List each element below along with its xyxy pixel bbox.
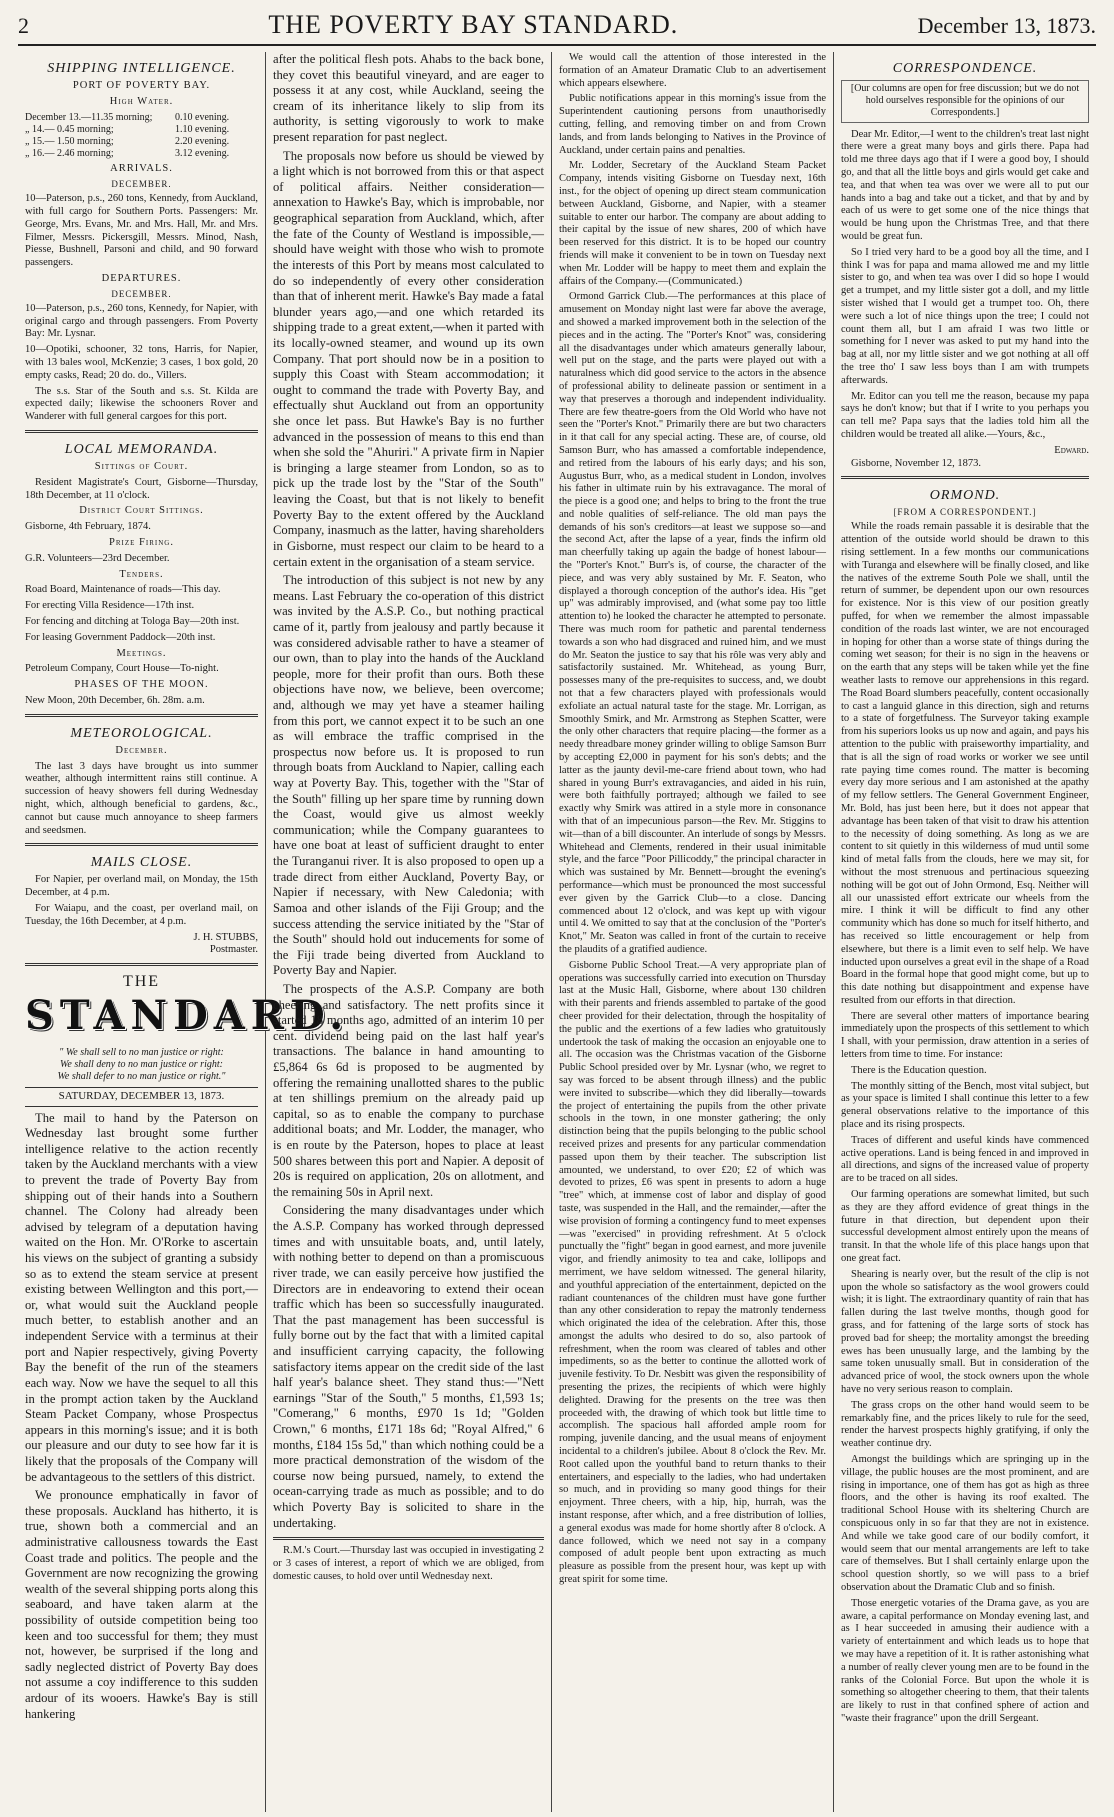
editorial-paragraph: The mail to hand by the Paterson on Wednesday last brought some further intelligence relative to the action recently taken by the Auckland merchants with a view to prevent the trade of Poverty Bay from shipping out of their hands into a Southern channel. The Colony had already been advised by telegram of a deputation having waited on the Hon. Mr. O'Rorke to ascertain his views on the subject of granting a subsidy so as to extend the steam service at present existing between Wellington and this port,—or, what would suit the Auckland people much better, to establish another and an independent Service with a terminus at their port and Napier respectively, giving Poverty Bay the benefit of the run of the steamers each way. Now we have the sequel to all this in the prompt action taken by the Auckland Steam Packet Company, whose Prospectus appears in this morning's issue; and it is both our pleasure and our duty to see how far it is likely that the proposals of the Company will be advantageous to the settlers of this district. xyxy=(25,1110,258,1484)
correspondence-disclaimer: [Our columns are open for free discussion; but we do not hold ourselves responsible for the opinions of our Correspondents.] xyxy=(841,80,1089,123)
district-court-text: Gisborne, 4th February, 1874. xyxy=(25,521,151,533)
local-memoranda-heading: LOCAL MEMORANDA. xyxy=(64,441,219,457)
motto-line: We shall deny to no man justice or right: xyxy=(60,1058,223,1070)
divider xyxy=(841,476,1089,479)
divider xyxy=(25,714,258,717)
ormond-paragraph: The monthly sitting of the Bench, most vital subject, but as your space is limited I shall continue this letter to a few general observations relative to the importance of this place and its rising prospects. xyxy=(841,1080,1089,1131)
column-4 xyxy=(834,52,1096,1812)
shipping-heading: SHIPPING INTELLIGENCE. xyxy=(47,61,236,76)
divider xyxy=(25,843,258,846)
ormond-paragraph: There is the Education question. xyxy=(851,1064,987,1076)
ormond-paragraph: While the roads remain passable it is desirable that the attention of the outside world should be drawn to this rising settlement. In a few months our communications with Turanga and elsewhere will be finally closed, and like the natives of the extreme South Pole we shall, until the return of summer, be dependent upon our own resources for existence. Nor is this view of our position greatly puffed, for when we remember the almost impassable condition of the roads last winter, we are not encouraged in hoping for other than a worse state of things during the coming wet season; for their is no sign in the heavens or on the earth that any steps will be taken while yet the fine weather lasts to remove our apprehensions in this regard. The Road Board slumbers peacefully, content occasionally to cast a languid glance in this direction, sigh and returns to a state of forgetfulness. The Surveyor taking example from his superiors looks us up now and again, and pays his attention to the public with praiseworthy impartiality, and that is all the sign of road works or worker we see until rate paying time comes round. The matter is becoming every day more serious and I am astonished at the apathy of my fellow settlers. The General Government Engineer, Mr. Bold, has just been here, but it does not appear that advantage has been taken of that visit to draw his attention to the necessity of doing something. As long as we are content to sit quietly in this wilderness of mud until some kind of metal falls from the clouds, here we may sit, for without the most strenuous and pertinacious squeezing nothing will be got out of John Ormond, Esq. Neither will all our unassisted effort extricate our wheels from the mire. I think it will be difficult to find any other community which has done so much for itself hitherto, and has received so little encouragement or help from elsewhere, but there is a limit even to self help. We have inducted upon ourselves a great evil in the shape of a Road Board in the formal hope that good might come, but up to this date nothing but disappointment and expense have resulted from our efforts in that direction. xyxy=(841,521,1089,1006)
departure-item: 10—Paterson, p.s., 260 tons, Kennedy, for Napier, with original cargo and through passengers. From Poverty Bay: Mr. Lysnar. xyxy=(25,302,258,340)
column-2 xyxy=(266,52,552,1812)
nameplate-the: THE xyxy=(122,973,161,991)
prize-firing-heading: Prize Firing. xyxy=(109,536,174,548)
ormond-byline: [FROM A CORRESPONDENT.] xyxy=(893,507,1037,518)
tide-row: „ 16.— 2.46 morning; 3.12 evening. xyxy=(25,148,230,160)
news-item: We would call the attention of those interested in the formation of an Amateur Dramatic Club to an advertisement which appears elsewhere. xyxy=(559,52,826,89)
ormond-paragraph: Our farming operations are somewhat limited, but such as they are they afford evidence of great things in the future in that direction, but dependent upon their successful development almost entirely upon the means of transit. In that the whole life of this place hangs upon that one great fact. xyxy=(841,1189,1089,1265)
editorial-paragraph: The prospects of the A.S.P. Company are both cheering and satisfactory. The nett profits since it started 18 months ago, admitted of an interim 10 per cent. dividend being paid on the last half year's transactions. The balance in hand amounting to £5,864 6s 6d is proposed to be augmented by offering the remaining unallotted shares to the public at ten shillings premium on the already paid up capital, so as to enable the company to purchase additional boats; and Mr. Lodder, the manager, who is en route by the Paterson, hopes to place at least 500 shares between this port and Napier. A deposit of 20s is required on application, 20s on allotment, and the remaining 50s in April next. xyxy=(273,981,544,1199)
mail-item: For Napier, per overland mail, on Monday, the 15th December, at 4 p.m. xyxy=(25,874,258,899)
meetings-heading: Meetings. xyxy=(116,647,167,659)
tide-table xyxy=(25,112,258,161)
letter-paragraph: So I tried very hard to be a good boy all the time, and I think I was for papa and mama allowed me and my little sister to go, and when tea was over I did so hope I would get a trumpet, and my little sister got a doll, and my little sister wished that I would get a trumpet too. Oh, there were such a lot of nice things upon the tree; I could not count them all, but I am afraid I was two little or something for I never was asked to put my hand into the bag at all, nor my little sister and we got nothing at all off the tree tho' I saw less boys than I am with trumpets afterwards. xyxy=(841,246,1089,386)
letter-signature: Edward. xyxy=(1054,444,1089,456)
page-number: 2 xyxy=(18,13,29,38)
editorial-paragraph: after the political flesh pots. Ahabs to the back bone, they covet this beautiful vineyard, and are eager to possess it at any cost, while Auckland, seeing the cream of its inheritance likely to slip from its authority, is setting vigorously to work to make present reparation for past neglect. xyxy=(273,52,544,145)
tide-row: „ 15.— 1.50 morning; 2.20 evening. xyxy=(25,136,230,148)
letter-paragraph: Mr. Editor can you tell me the reason, because my papa says he don't know; but that if I write to you perhaps you can tell me? Papa says that the ladies told him all the children would be treated all alike.—Yours, &c., xyxy=(841,390,1089,440)
arrivals-month: DECEMBER. xyxy=(111,179,172,190)
issue-date-header: December 13, 1873. xyxy=(917,13,1096,38)
moon-text: New Moon, 20th December, 6h. 28m. a.m. xyxy=(25,694,205,706)
sittings-heading: Sittings of Court. xyxy=(94,460,189,472)
port-heading: PORT OF POVERTY BAY. xyxy=(72,80,211,92)
ormond-paragraph: Those energetic votaries of the Drama gave, as you are aware, a capital performance on Monday evening last, and as I hear succeeded in amusing their audience with a variety of entertainment and which leads us to hope that we may have a repetition of it. It is rather astonishing what a number of really clever young men are to be found in the ranks of the Colonial Force. But upon the whole it is something so altogether cheering to them, that their talents are likely to rust in that confined sphere of action and "waste their fragrance" upon the drill Sergeant. xyxy=(841,1597,1089,1724)
motto-line: We shall defer to no man justice or right." xyxy=(57,1070,226,1082)
tender-item: For fencing and ditching at Tologa Bay—20th inst. xyxy=(25,615,240,627)
divider xyxy=(273,1537,544,1540)
news-item: Ormond Garrick Club.—The performances at this place of amusement on Monday night last were far above the average, and showed a marked improvement both in the selection of the pieces and in the acting. The "Porter's Knot" was, considering all the disadvantages under which amateurs generally labour, well put on the stage, and the parts were played out with a naturalness which did good service to the actors in the absence of professional ability to delineate passion or sentiment in a way that preserves a thorough and independent individuality. There are few theatre-goers from the Old World who have not seen the "Porter's Knot." Primarily there are but two characters in it that call for any special acting. These are, of course, old Samson Burr, who has amassed a comfortable independence, and retired from the labours of his early days; and his son, Augustus Burr, who, as a medical student in London, involves his father in ultimate ruin by his extravagance. The moral of the piece is a good one; and helps to bring to the front the true and noble qualities of self-reliance. The old man pays the demands of his son's creditors—at least we suppose so—and the second Act, after the lapse of a year, finds the infirm old man cheerfully taking up again the badge of honest labour—the "Porter's Knot." Burr's is, of course, the character of the piece, and was very ably sustained by Mr. F. Seaton, who displayed a thorough conception of the author's idea. His "get up" was admirably improvised, and (what some pay too little attention to) he looked the character he attempted to personate. There was much room for pathetic and parental tenderness towards a son who had disgraced and ruined him, and we must do Mr. Seaton the justice to say that his rôle was very ably and satisfactorily sustained. Mr. Whitehead, as young Burr, possesses many of the pre-requisites to success, and, we doubt not that a few characters played with professionals would exfoliate an actual natural taste for the stage. Mr. Lorrigan, as Smoothly Smirk, and Mr. Armstrong as Stephen Scatter, were the only other characters that require placing—the former as a needy threadbare money grinder willing to oblige Samson Burr by accepting £2,000 in payment for his son's debts; and the latter as the jaunty devil-me-care friend about town, who had shared in young Burr's extravagancies, and aided in his ruin, were both faithfully portrayed; although we failed to see exactly why Smirk was attired in a style more in consonance with that of an impecunious parson—the Rev. Mr. Stiggins to wit—than of a bill discounter. An interlude of songs by Messrs. Whitehead and Clements, rendered in their usual inimitable style, and the farce "Poor Pillicoddy," the principal character in which was sustained by Mr. Bennett—brought the evening's performance—which must be pronounced the most successful ever given by the Garrick Club—to a close. Dancing commenced about 12 o'clock, and was kept up with vigour until 4. We omitted to say that at the conclusion of the "Porter's Knot," Mr. Seaton was called in front of the curtain to receive the plaudits of a gratified audience. xyxy=(559,291,826,955)
ormond-paragraph: The grass crops on the other hand would seem to be remarkably fine, and the prices likely to rule for the seed, render the harvest prospects highly gratifying, if only the weather continue dry. xyxy=(841,1399,1089,1450)
meteorological-month: December. xyxy=(115,744,168,756)
column-3 xyxy=(552,52,834,1812)
expected-ships: The s.s. Star of the South and s.s. St. Kilda are expected daily; likewise the schooners Rover and Wanderer with full general cargoes for this port. xyxy=(25,385,258,423)
ormond-paragraph: There are several other matters of importance bearing immediately upon the prospects of this settlement to which I shall, with your permission, draw attention in a series of letters from time to time. For instance: xyxy=(841,1010,1089,1061)
news-item: R.M.'s Court.—Thursday last was occupied in investigating 2 or 3 cases of interest, a report of which we are obliged, from domestic causes, to hold over until Wednesday next. xyxy=(273,1545,544,1583)
meetings-text: Petroleum Company, Court House—To-night. xyxy=(25,663,219,675)
prize-firing-text: G.R. Volunteers—23rd December. xyxy=(25,552,170,564)
editorial-paragraph: We pronounce emphatically in favor of these proposals. Auckland has hitherto, it is true, shown both a commercial and an administrative callousness towards the East Coast trade and politics. The people and the Government are now recognizing the growing wealth of the several shipping ports along this seaboard, and have taken alarm at the possibility of outside competition being too keen and too successful for them; they must not, however, be surprised if the long and sadly neglected district of Poverty Bay does not assume a coy indifference to this sudden ardour of its wooers. Hawke's Bay is still hankering xyxy=(25,1488,258,1721)
district-court-heading: District Court Sittings. xyxy=(79,505,204,517)
masthead xyxy=(18,10,1096,46)
departures-heading: DEPARTURES. xyxy=(101,272,182,284)
mail-item: For Waiapu, and the coast, per overland mail, on Tuesday, the 16th December, at 4 p.m. xyxy=(25,903,258,927)
column-1 xyxy=(18,52,350,1812)
correspondence-heading: CORRESPONDENCE. xyxy=(892,61,1038,76)
editorial-paragraph: The introduction of this subject is not new by any means. Last February the co-operation of this district was invited by the A.S.P. Co., but nothing practical came of it, partly from jealousy and partly because it was considered advisable rather to have a steamer of our own, than to play into the hands of the Auckland people, more for their profit than ours. Both these objections have now, we believe, been overcome; and, although we may yet have a steamer hailing from this port, we cannot expect it to be such an one as will embrace the traffic comprised in the prospectus now before us. It is proposed to run through boats from Auckland to Napier, calling each way at Poverty Bay. This, together with the "Star of the South" filling up her spare time by running down the Coast, would give us almost weekly communication; while the Company guarantees to have one boat at least of sufficient draught to enter the Turanganui river. It is also proposed to open up a trade direct from either Auckland, Poverty Bay, or Napier if necessary, with New Caledonia; with Samoa and other islands of the Fiji Group; and the success attending the service initiated by the "Star of the South" should hold out inducements for some of the Fiji trade being diverted from Auckland to Poverty Bay and Napier. xyxy=(273,573,544,978)
ormond-heading: ORMOND. xyxy=(929,488,1001,504)
tide-row: December 13.—11.35 morning; 0.10 evening. xyxy=(25,111,230,123)
arrivals-text: 10—Paterson, p.s., 260 tons, Kennedy, from Auckland, with full cargo for Southern Ports. Passengers: Mr. George, Mrs. Evans, Mr. and Mrs. Hall, Mr. and Mrs. Filmer, Messrs. Pickersgill, Messrs. Minod, Nash, Piesse, Bushnell, Parsoni and child, and 90 forward passengers. xyxy=(25,193,258,269)
divider xyxy=(25,430,258,433)
postmaster-signature: J. H. STUBBS, xyxy=(193,931,258,943)
letter-place-date: Gisborne, November 12, 1873. xyxy=(851,457,982,469)
standard-nameplate xyxy=(25,972,350,1040)
editorial-paragraph: The proposals now before us should be viewed by a light which is not borrowed from this or that aspect of political affairs. Neither consideration—annexation to Hawke's Bay, which is improbable, nor geographical separation from Auckland, which, after the fate of the County of Westland is impossible,—should have weight with those who wish to promote the interests of this Port by means most calculated to do so independently of every other consideration than that of inherent merit. Hawke's Bay made a fatal blunder years ago,—and one which retarded its shipping trade to a great extent,—when it parted with its locally-owned steamer, and wound up its own Company. That port should now be in a position to supply this Coast with Steam accommodation; it ought to command the trade with Poverty Bay, and effectually shut Auckland out from an opportunity she once let pass. But Hawke's Bay is no further advanced in the possession of means to this end than when she sold the "Ahuriri." A private firm in Napier is bringing a large steamer from London, so as to pick up the trade lost by the "Star of the South" leaving the Coast, but that is not likely to benefit Poverty Bay to the extent offered by the Auckland Company, inasmuch as the latter, having shareholders in Gisborne, must respect our claim to be heard to a certain extent in the organisation of a steam service. xyxy=(273,148,544,569)
tender-item: For leasing Government Paddock—20th inst. xyxy=(25,631,216,643)
divider xyxy=(25,963,258,966)
meteorological-text: The last 3 days have brought us into summer weather, although intermittent rains still continue. A succession of heavy showers fell during Wednesday night, which, although beneficial to gardens, &c., cannot but cause much annoyance to sheep farmers and seedsmen. xyxy=(25,760,258,836)
motto-line: " We shall sell to no man justice or right: xyxy=(59,1046,224,1058)
moon-heading: PHASES OF THE MOON. xyxy=(74,679,209,691)
departures-month: DECEMBER. xyxy=(111,288,172,299)
tender-item: For erecting Villa Residence—17th inst. xyxy=(25,600,195,612)
departure-item: 10—Opotiki, schooner, 32 tons, Harris, for Napier, with 13 bales wool, McKenzie; 3 cases, 1 box gold, 20 empty casks, Read; 20 do. do., Villers. xyxy=(25,344,258,381)
editorial-paragraph: Considering the many disadvantages under which the A.S.P. Company has worked through depressed times and with unsuitable boats, and, until lately, with nothing better to depend on than a promiscuous river trade, we can easily perceive how justified the Directors are in endeavoring to extend their ocean traffic which has been so successfully inaugurated. That the past management has been successful is fully borne out by the fact that with a limited capital and insufficient carrying capacity, the following satisfactory items appear on the credit side of the last half year's balance sheet. They stand thus:—"Nett earnings "Star of the South," 5 months, £1,593 1s; "Comerang," 6 months, £970 1s 1d; "Golden Crown," 6 months, £171 18s 6d; "Royal Alfred," 6 months, £184 15s 5d," than which nothing could be a more practical demonstration of the wisdom of the course now being pursued, namely, to extend the ocean-carrying trade as much as possible; and to do which Poverty Bay is solicited to share in the undertaking. xyxy=(273,1203,544,1530)
ormond-paragraph: Shearing is nearly over, but the result of the clip is not upon the whole so satisfactory as the wool growers could wish; it is light. The extraordinary quantity of rain that has fallen during the last twelve months, though good for grass, and for fattening of the large sorts of stock has proved bad for sheep; the mortality amongst the breeding ewes has been unusually large, and the lambing by the same token unusually small. But in consideration of the advanced price of wool, the stock owners upon the whole have no very serious reason to complain. xyxy=(841,1268,1089,1395)
tide-row: „ 14.— 0.45 morning; 1.10 evening. xyxy=(25,123,230,135)
sittings-text: Resident Magistrate's Court, Gisborne—Thursday, 18th December, at 11 o'clock. xyxy=(25,476,258,501)
letter-paragraph: Dear Mr. Editor,—I went to the children's treat last night there were a great many boys and girls there. Papa had told me three days ago that if I were a good boy, I should go, and that all the little boys and girls would get cake and tea, and that when tea was over we were all to put our hands into a bag and take out a ticket, and that by and by each of us were to get some one of the nice things that would be hung upon the Christmas Tree, and that there would be great fun. xyxy=(841,128,1089,243)
mails-heading: MAILS CLOSE. xyxy=(90,855,193,871)
high-water-heading: High Water. xyxy=(109,95,174,107)
news-item: Gisborne Public School Treat.—A very appropriate plan of operations was successfully carried into execution on Thursday last at the Music Hall, Gisborne, where about 130 children with their parents and friends assembled to partake of the good cheer provided for their delectation, through the hospitality of the public and the exertions of a few ladies who gratuitously undertook the task of making the occasion an enjoyable one to all. The occasion was the Christmas vacation of the Gisborne Public School presided over by Mr. Lysnar (who, we regret to say was forced to be absent through illness) and the public were invited to subscribe—which they did liberally—towards the project of entertaining the pupils from the other private schools in the town, in one monster gathering; the only distinction being that the pupils belonging to the public school received prizes and presents for any particular commendation passed upon them by their teacher. The subscription list amounted, we understand, to over £20; £2 of which was devoted to prizes, £6 was spent in presents to adorn a huge "tree" which, at immense cost of labor and display of good taste, was suspended in the Hall, and the remainder,—after the wise provision of forming a contingency fund to meet expenses—was "exercised" in providing refreshment. At 5 o'clock punctually the "fight" began in good earnest, and more juvenile vigor, and friendly animosity to tea and cake, lollipops and merriment, we have seldom witnessed. The general hilarity, and youthful appreciation of the entertainment, depicted on the radiant countenances of the children must have gone further than any other consideration to repay the matronly tenderness which originated the idea of the celebration. After this, those amongst the adults who desired to do so, also partook of refreshment, when the room was cleared of tables and other impediments, so as the better to continue the allotted work of juvenile festivity. To Dr. Nesbitt was given the responsibility of presenting the prizes, the recipients of which were highly delighted. Drawing for the presents on the tree was then proceeded with, the drawing of which took but little time to accomplish. The spacious hall afforded ample room for romping, juvenile dancing, and the usual means of enjoyment incidental to a children's jubilee. About 8 o'clock the Rev. Mr. Root called upon the youthful band to return thanks to their entertainers, and especially to the ladies, who had undertaken so much, and in providing so many good things for their enjoyment. Three cheers, with a hip, hip, hurrah, was the instant response, after which, and a free distribution of lollies, a general exodus was made for home shortly after 8 o'clock. A dance followed, which we need not say in a company composed of adult people bent upon extracting as much pleasure as possible from the present hour, was kept up with great spirit for some time. xyxy=(559,959,826,1586)
postmaster-role: Postmaster. xyxy=(209,944,258,956)
news-item: Mr. Lodder, Secretary of the Auckland Steam Packet Company, intends visiting Gisborne on Tuesday next, 16th inst., for the object of opening up direct steam communication between Auckland, Gisborne, and Napier, with a steamer suitable to enter our harbor. The company are about adding to their capital by the issue of new shares, 200 of which have been reserved for this district. It is to be hoped our country friends will make it convenient to be in town on Tuesday next when Mr. Lodder will be happy to meet them and explain the affairs of the Company.—(Communicated.) xyxy=(559,160,826,287)
columns xyxy=(18,52,1096,1812)
nameplate-standard: STANDARD. xyxy=(25,991,350,1039)
tenders-heading: Tenders. xyxy=(119,568,164,580)
news-item: Public notifications appear in this morning's issue from the Superintendent cautioning persons from unauthorisedly cutting, felling, and removing timber on and from Crown lands, and from lands belonging to Natives in the Province of Auckland, under certain pains and penalties. xyxy=(559,93,826,156)
arrivals-heading: ARRIVALS. xyxy=(110,163,173,175)
ormond-paragraph: Traces of different and useful kinds have commenced active operations. Land is being fenced in and improved in all directions, and signs of the increased value of property are to be traced on all sides. xyxy=(841,1134,1089,1185)
tender-item: Road Board, Maintenance of roads—This day. xyxy=(25,584,221,596)
meteorological-heading: METEOROLOGICAL. xyxy=(70,725,213,741)
newspaper-title: THE POVERTY BAY STANDARD. xyxy=(268,10,679,39)
ormond-paragraph: Amongst the buildings which are springing up in the village, the public houses are the most prominent, and are rising in importance, one of them has got as high as three floors, and the other is having its roof exalted. The traditional School House with its sheltering Church are conspicuous only in so far that they are not in existence. And while we take good care of our bodily comfort, it would seem that our mental arrangements are left to take care of themselves. But I shall certainly enlarge upon the school question shortly, so we will pass to a brief observation about the Dramatic Club and so finish. xyxy=(841,1453,1089,1593)
issue-date: SATURDAY, DECEMBER 13, 1873. xyxy=(25,1087,258,1106)
